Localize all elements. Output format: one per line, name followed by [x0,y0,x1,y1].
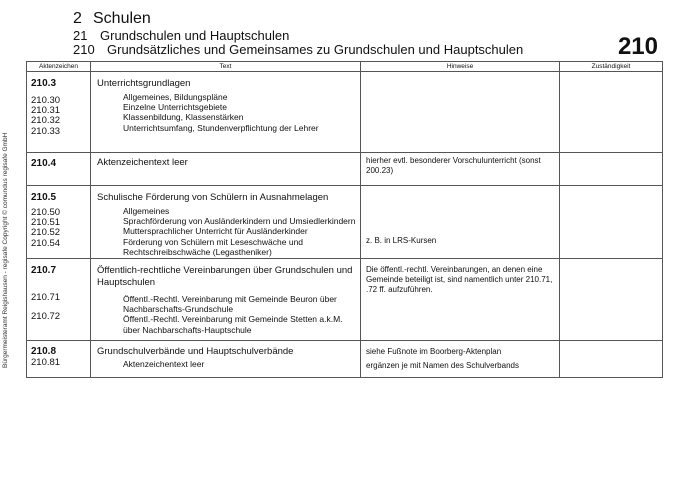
file-title: Öffentlich-rechtliche Vereinbarungen über Grundschulen und Hauptschulen [97,265,353,288]
code-cell [27,153,91,186]
sub-text: Klassenbildung, Klassenstärken [123,112,244,123]
heading-level-2 [73,28,289,43]
sub-text: Förderung von Schülern mit Leseschwäche und Rechtschreibschwäche (Legastheniker) [123,236,304,257]
file-code: 210.5 [31,192,57,203]
note-text: z. B. in LRS-Kursen [366,236,437,245]
file-title: Aktenzeichentext leer [97,157,188,168]
notes-cell [361,72,560,153]
responsibility-cell [560,186,663,259]
heading-level-3-text: Grundsätzliches und Gemeinsames zu Grundschulen und Hauptschulen [107,42,524,57]
sub-text: Muttersprachlicher Unterricht für Ausländerkinder [123,226,308,237]
note-text: hierher evtl. besonderer Vorschulunterricht (sonst 200.23) [366,156,541,175]
text-cell [91,186,361,259]
table-header-row [27,62,663,72]
file-title: Schulische Förderung von Schülern in Ausnahmelagen [97,192,329,203]
section-number: 210 [617,33,658,60]
file-code: 210.4 [31,158,57,169]
notes-cell [361,341,560,378]
table-row [27,259,663,341]
sub-code: 210.71 [31,292,61,303]
sub-code: 210.54 [31,237,61,249]
file-title: Unterrichtsgrundlagen [97,78,191,89]
notes-cell [361,186,560,259]
text-cell [91,72,361,153]
sub-code: 210.72 [31,311,61,323]
responsibility-cell [560,153,663,186]
heading-level-2-text: Grundschulen und Hauptschulen [100,28,290,43]
sub-text: Unterrichtsumfang, Stundenverpflichtung der Lehrer [123,122,319,133]
file-title: Grundschulverbände und Hauptschulverbände [97,346,294,357]
responsibility-cell [560,259,663,341]
sub-text: Aktenzeichentext leer [123,359,205,369]
sub-text: Sprachförderung von Ausländerkindern und Umsiedlerkindern [123,216,356,227]
notes-cell [361,259,560,341]
table-row [27,341,663,378]
sub-code: 210.32 [31,115,61,127]
table-row [27,153,663,186]
column-header-zustaendigkeit: Zuständigkeit [560,62,663,72]
notes-cell [361,153,560,186]
text-cell [91,341,361,378]
responsibility-cell [560,341,663,378]
table-row [27,186,663,259]
code-cell [27,259,91,341]
code-cell [27,72,91,153]
heading-level-3 [73,42,523,57]
column-header-aktenzeichen: Aktenzeichen [27,62,91,72]
sub-code: 210.52 [31,227,61,239]
file-code: 210.7 [31,265,57,276]
copyright-side-text: Bürgermeisteramt Reigishausen - regisafe Copyright © comundus regisafe GmbH [2,132,9,368]
file-code: 210.3 [31,78,57,89]
file-plan-table [26,61,663,378]
text-cell [91,153,361,186]
sub-code: 210.81 [31,357,61,368]
sub-text: Allgemeines, Bildungspläne [123,92,228,102]
heading-level-1-text: Schulen [93,10,151,27]
sub-code: 210.33 [31,125,61,137]
note-text: ergänzen je mit Namen des Schulverbands [366,361,519,370]
column-header-text: Text [91,62,361,72]
file-code: 210.8 [31,346,57,357]
heading-level-3-number: 210 [73,42,95,57]
sub-code: 210.51 [31,217,61,229]
responsibility-cell [560,72,663,153]
sub-text: Einzelne Unterrichtsgebiete [123,102,227,113]
note-text: Die öffentl.-rechtl. Vereinbarungen, an denen eine Gemeinde beteiligt ist, sind namentlich unter 210.71, .72 ff. aufzuführen. [366,265,553,294]
sub-code: 210.50 [31,207,61,218]
code-cell [27,341,91,378]
sub-text: Allgemeines [123,206,170,216]
column-header-hinweise: Hinweise [361,62,560,72]
heading-level-1 [73,10,151,28]
heading-level-2-number: 21 [73,28,88,43]
heading-level-1-number: 2 [73,10,82,27]
code-cell [27,186,91,259]
table-row [27,72,663,153]
note-text: siehe Fußnote im Boorberg-Aktenplan [366,347,502,356]
sub-text: Öffentl.-Rechtl. Vereinbarung mit Gemeinde Beuron über Nachbarschafts-Grundschule [123,294,337,315]
text-cell [91,259,361,341]
sub-code: 210.31 [31,105,61,117]
sub-text: Öffentl.-Rechtl. Vereinbarung mit Gemeinde Stetten a.k.M. über Nachbarschafts-Hauptschule [123,314,343,335]
sub-code: 210.30 [31,95,61,106]
